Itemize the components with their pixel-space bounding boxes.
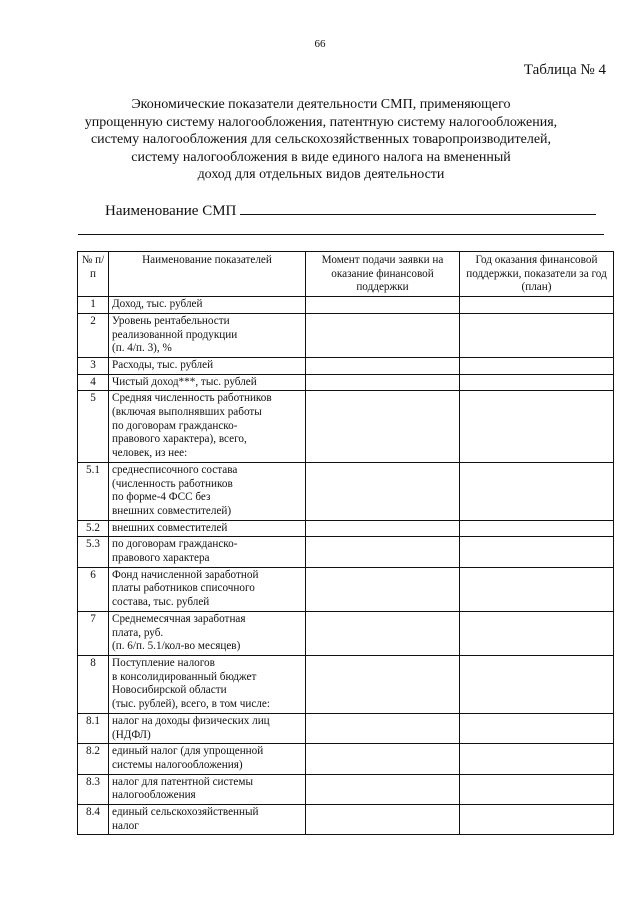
indicator-name (109, 805, 306, 835)
indicator-name-line: платы работников списочного (112, 582, 255, 595)
support-year-cell[interactable] (460, 391, 614, 463)
application-moment-cell[interactable] (306, 520, 460, 537)
indicator-name-line: налогообложения (112, 789, 196, 802)
row-number: 7 (78, 611, 109, 655)
indicator-name-line: в консолидированный бюджет (112, 670, 257, 683)
indicator-name (109, 713, 306, 743)
indicator-name-line: Среднемесячная заработная (112, 612, 246, 625)
indicator-name (109, 297, 306, 314)
table-row (78, 374, 614, 391)
row-number: 5 (78, 391, 109, 463)
application-moment-cell[interactable] (306, 567, 460, 611)
indicator-name-line: Расходы, тыс. рублей (112, 358, 214, 371)
indicator-name-line: (п. 6/п. 5.1/кол-во месяцев) (112, 640, 241, 653)
indicator-name-line: плата, руб. (112, 626, 164, 639)
indicator-name-line: правового характера (112, 552, 210, 565)
title-line: систему налогообложения в виде единого налога на вмененный (131, 149, 511, 165)
indicator-name (109, 357, 306, 374)
header-indicator-name: Наименование показателей (109, 252, 306, 297)
indicator-name-line: (НДФЛ) (112, 728, 151, 741)
row-number: 1 (78, 297, 109, 314)
indicator-name (109, 462, 306, 520)
support-year-cell[interactable] (460, 462, 614, 520)
application-moment-cell[interactable] (306, 744, 460, 774)
application-moment-cell[interactable] (306, 774, 460, 804)
indicator-name-line: состава, тыс. рублей (112, 596, 210, 609)
indicator-name-line: (включая выполнявших работы (112, 406, 262, 419)
row-number: 8.1 (78, 713, 109, 743)
support-year-cell[interactable] (460, 537, 614, 567)
indicator-name (109, 744, 306, 774)
table-row (78, 297, 614, 314)
smp-name-label: Наименование СМП (105, 203, 237, 219)
indicator-name-line: реализованной продукции (112, 328, 238, 341)
row-number: 5.2 (78, 520, 109, 537)
table-row (78, 313, 614, 357)
application-moment-cell[interactable] (306, 655, 460, 713)
indicator-name-line: (численность работников (112, 477, 233, 490)
row-number: 8.2 (78, 744, 109, 774)
application-moment-cell[interactable] (306, 537, 460, 567)
title-line: Экономические показатели деятельности СМП, применяющего (131, 97, 511, 112)
header-application-moment: Момент подачи заявки на оказание финансовой поддержки (306, 252, 460, 297)
table-label: Таблица № 4 (523, 62, 606, 78)
table-row (78, 567, 614, 611)
indicator-name-line: Уровень рентабельности (112, 314, 230, 327)
row-number: 4 (78, 374, 109, 391)
indicator-name-line: внешних совместителей) (112, 504, 232, 517)
title-line: доход для отдельных видов деятельности (197, 167, 445, 183)
application-moment-cell[interactable] (306, 462, 460, 520)
header-number: № п/п (78, 252, 109, 297)
table-row (78, 462, 614, 520)
table-row (78, 713, 614, 743)
support-year-cell[interactable] (460, 713, 614, 743)
table-row (78, 744, 614, 774)
indicator-name-line: внешних совместителей (112, 521, 228, 534)
indicator-name (109, 774, 306, 804)
support-year-cell[interactable] (460, 313, 614, 357)
table-row (78, 774, 614, 804)
application-moment-cell[interactable] (306, 357, 460, 374)
header-support-year: Год оказания финансовой поддержки, показатели за год (план) (460, 252, 614, 297)
row-number: 5.1 (78, 462, 109, 520)
indicator-name-line: Доход, тыс. рублей (112, 298, 203, 311)
application-moment-cell[interactable] (306, 391, 460, 463)
indicator-name (109, 655, 306, 713)
application-moment-cell[interactable] (306, 313, 460, 357)
indicator-name (109, 611, 306, 655)
indicator-name (109, 313, 306, 357)
row-number: 8 (78, 655, 109, 713)
support-year-cell[interactable] (460, 805, 614, 835)
application-moment-cell[interactable] (306, 374, 460, 391)
application-moment-cell[interactable] (306, 713, 460, 743)
indicator-name-line: Поступление налогов (112, 656, 215, 669)
indicator-name-line: налог для патентной системы (112, 775, 253, 788)
indicator-name-line: по договорам гражданско- (112, 419, 238, 432)
title-line: упрощенную систему налогообложения, патентную систему налогообложения, (84, 114, 558, 130)
indicator-name-line: единый налог (для упрощенной (112, 745, 264, 758)
indicator-name-line: Средняя численность работников (112, 392, 272, 405)
document-title (60, 96, 582, 184)
smp-name-blank[interactable] (240, 200, 596, 215)
indicator-name-line: единый сельскохозяйственный (112, 806, 259, 819)
row-number: 8.4 (78, 805, 109, 835)
horizontal-rule (78, 234, 604, 235)
indicator-name (109, 537, 306, 567)
indicator-name-line: Новосибирской области (112, 684, 227, 697)
application-moment-cell[interactable] (306, 805, 460, 835)
table-header-row (78, 252, 614, 297)
table-row (78, 611, 614, 655)
support-year-cell[interactable] (460, 744, 614, 774)
row-number: 8.3 (78, 774, 109, 804)
row-number: 2 (78, 313, 109, 357)
indicator-name (109, 520, 306, 537)
table-row (78, 520, 614, 537)
application-moment-cell[interactable] (306, 611, 460, 655)
table-row (78, 805, 614, 835)
support-year-cell[interactable] (460, 567, 614, 611)
support-year-cell[interactable] (460, 655, 614, 713)
row-number: 5.3 (78, 537, 109, 567)
table-row (78, 357, 614, 374)
indicator-name-line: налог (112, 819, 139, 832)
table-row (78, 537, 614, 567)
table-body (78, 297, 614, 835)
indicator-name-line: налог на доходы физических лиц (112, 714, 270, 727)
indicator-name (109, 374, 306, 391)
indicator-name-line: правового характера), всего, (112, 433, 247, 446)
indicator-name-line: системы налогообложения) (112, 758, 243, 771)
indicator-name-line: (тыс. рублей), всего, в том числе: (112, 698, 270, 711)
indicator-name-line: по форме-4 ФСС без (112, 491, 211, 504)
application-moment-cell[interactable] (306, 297, 460, 314)
support-year-cell[interactable] (460, 297, 614, 314)
indicator-name-line: среднесписочного состава (112, 463, 238, 476)
row-number: 6 (78, 567, 109, 611)
smp-name-field (105, 200, 596, 220)
table-row (78, 655, 614, 713)
row-number: 3 (78, 357, 109, 374)
support-year-cell[interactable] (460, 520, 614, 537)
indicator-name-line: по договорам гражданско- (112, 538, 238, 551)
title-line: систему налогообложения для сельскохозяйственных товаропроизводителей, (90, 132, 552, 148)
indicator-name-line: Чистый доход***, тыс. рублей (112, 375, 257, 388)
indicator-name (109, 567, 306, 611)
indicator-name-line: (п. 4/п. 3), % (112, 342, 172, 355)
table-row (78, 391, 614, 463)
support-year-cell[interactable] (460, 374, 614, 391)
indicator-name-line: человек, из нее: (112, 447, 188, 460)
page-number: 66 (314, 38, 326, 50)
indicator-name (109, 391, 306, 463)
indicator-name-line: Фонд начисленной заработной (112, 568, 259, 581)
support-year-cell[interactable] (460, 611, 614, 655)
indicators-table (77, 251, 614, 835)
support-year-cell[interactable] (460, 774, 614, 804)
support-year-cell[interactable] (460, 357, 614, 374)
